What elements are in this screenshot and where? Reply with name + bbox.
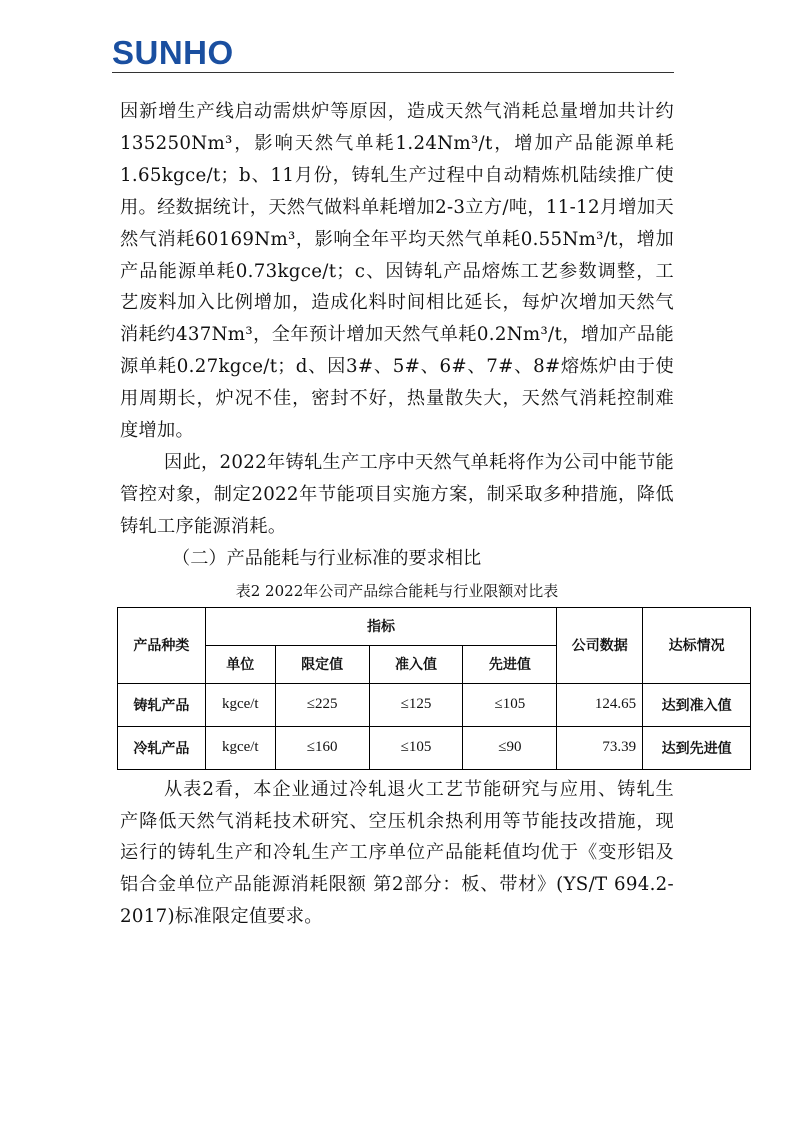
row-company-data: 124.65 xyxy=(557,683,643,726)
row-advanced: ≤90 xyxy=(463,726,557,769)
header-product-type: 产品种类 xyxy=(118,607,206,683)
comparison-table xyxy=(117,607,751,770)
header-indicator: 指标 xyxy=(205,607,556,645)
row-status: 达到准入值 xyxy=(643,683,751,726)
header-company-data: 公司数据 xyxy=(557,607,643,683)
paragraph-3: 从表2看，本企业通过冷轧退火工艺节能研究与应用、铸轧生产降低天然气消耗技术研究、空压机余热利用等节能技改措施，现运行的铸轧生产和冷轧生产工序单位产品能耗值均优于《变形铝及铝合金单位产品能源消耗限额 第2部分：板、带材》(YS/T 694.2-2017)标准限定值要求。 xyxy=(120,778,674,928)
row-unit: kgce/t xyxy=(205,726,275,769)
header-advanced-value: 先进值 xyxy=(463,645,557,683)
table-caption: 表2 2022年公司产品综合能耗与行业限额对比表 xyxy=(235,581,559,600)
section-subheading: （二）产品能耗与行业标准的要求相比 xyxy=(172,547,482,569)
header-entry-value: 准入值 xyxy=(369,645,463,683)
header-divider xyxy=(112,72,674,73)
row-entry: ≤105 xyxy=(369,726,463,769)
paragraph-2: 因此，2022年铸轧生产工序中天然气单耗将作为公司中能节能管控对象，制定2022年节能项目实施方案，制采取多种措施，降低铸轧工序能源消耗。 xyxy=(120,451,674,537)
row-product: 铸轧产品 xyxy=(118,683,206,726)
document-body xyxy=(120,96,732,933)
row-advanced: ≤105 xyxy=(463,683,557,726)
header-unit: 单位 xyxy=(205,645,275,683)
table-row xyxy=(118,726,751,769)
table-row xyxy=(118,683,751,726)
paragraph-1: 因新增生产线启动需烘炉等原因，造成天然气消耗总量增加共计约135250Nm³，影响天然气单耗1.24Nm³/t，增加产品能源单耗1.65kgce/t；b、11月份，铸轧生产过程中自动精炼机陆续推广使用。经数据统计，天然气做料单耗增加2-3立方/吨，11-12月增加天然气消耗60169Nm³，影响全年平均天然气单耗0.55Nm³/t，增加产品能源单耗0.73kgce/t；c、因铸轧产品熔炼工艺参数调整，工艺废料加入比例增加，造成化料时间相比延长，每炉次增加天然气消耗约437Nm³，全年预计增加天然气单耗0.2Nm³/t，增加产品能源单耗0.27kgce/t；d、因3#、5#、6#、7#、8#熔炼炉由于使用周期长，炉况不佳，密封不好，热量散失大，天然气消耗控制难度增加。 xyxy=(120,101,674,442)
row-entry: ≤125 xyxy=(369,683,463,726)
row-status: 达到先进值 xyxy=(643,726,751,769)
row-limit: ≤225 xyxy=(275,683,369,726)
header-limit-value: 限定值 xyxy=(275,645,369,683)
row-product: 冷轧产品 xyxy=(118,726,206,769)
row-unit: kgce/t xyxy=(205,683,275,726)
company-logo: SUNHO xyxy=(112,34,234,71)
row-limit: ≤160 xyxy=(275,726,369,769)
header-compliance: 达标情况 xyxy=(643,607,751,683)
row-company-data: 73.39 xyxy=(557,726,643,769)
